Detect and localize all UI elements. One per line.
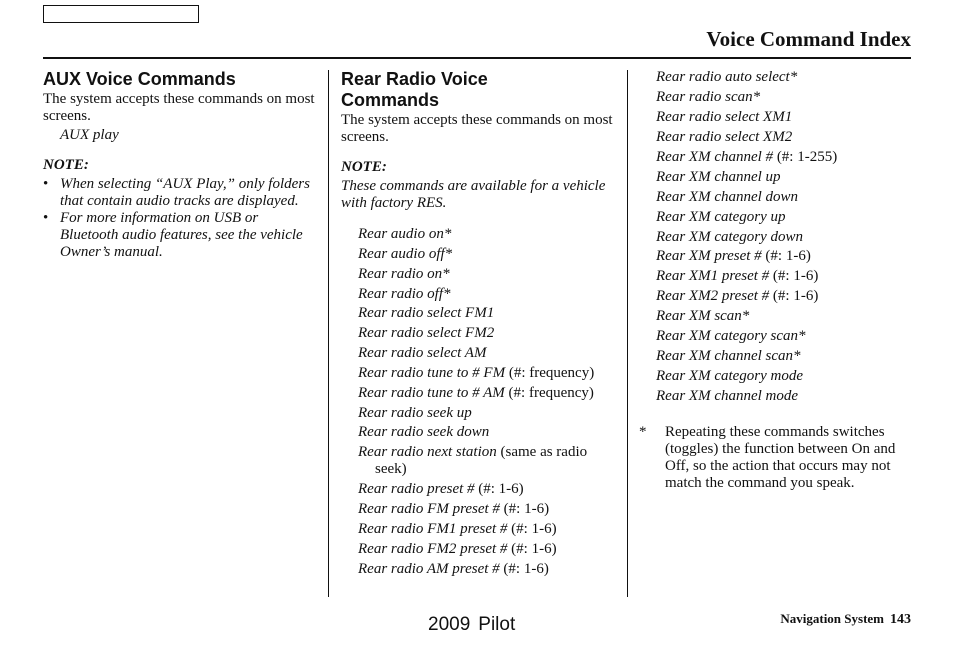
list-item: Rear radio tune to # AM (#: frequency) xyxy=(358,384,594,401)
list-item: Rear XM scan* xyxy=(656,308,750,325)
list-item: Rear XM category scan* xyxy=(656,328,806,345)
footer-model xyxy=(428,614,515,636)
page-title: Voice Command Index xyxy=(706,27,911,51)
list-item: Rear radio seek up xyxy=(358,404,472,421)
list-item: Rear radio select FM1 xyxy=(358,305,495,322)
rear-radio-note: These commands are available for a vehicle with factory RES. xyxy=(341,178,606,211)
aux-note-item: • When selecting “AUX Play,” only folders that contain audio tracks are displayed. xyxy=(43,176,310,209)
list-item: Rear XM1 preset # (#: 1-6) xyxy=(656,268,819,285)
list-item: Rear radio select FM2 xyxy=(358,325,495,342)
rear-xm-column xyxy=(639,69,914,492)
list-item: Rear audio on* xyxy=(358,226,452,242)
aux-note-list xyxy=(43,176,315,261)
title-divider xyxy=(43,57,911,59)
aux-note-item: • For more information on USB or Bluetooth audio features, see the vehicle Owner’s manual. xyxy=(43,210,303,260)
list-item: Rear XM2 preset # (#: 1-6) xyxy=(656,288,819,305)
list-item: Rear radio next station (same as radio seek) xyxy=(358,444,588,478)
list-item: Rear radio scan* xyxy=(656,88,761,105)
list-item: Rear XM category mode xyxy=(656,368,804,385)
list-item: Rear radio on* xyxy=(358,265,450,282)
footer-section xyxy=(780,611,911,628)
footnote xyxy=(639,424,914,492)
page-number: 143 xyxy=(890,612,911,627)
model-name: Pilot xyxy=(478,614,516,635)
list-item: Rear radio FM preset # (#: 1-6) xyxy=(358,500,550,517)
header-tab-box xyxy=(43,5,199,23)
list-item: Rear radio tune to # FM (#: frequency) xyxy=(358,364,595,381)
list-item: Rear XM channel up xyxy=(656,168,781,185)
footnote-text: Repeating these commands switches (toggles) the function between On and Off, so the action that occurs may not match the command you speak. xyxy=(665,424,896,491)
list-item: Rear radio FM2 preset # (#: 1-6) xyxy=(358,540,557,557)
bullet-icon: • xyxy=(43,210,49,226)
asterisk-icon: * xyxy=(639,424,647,440)
list-item: Rear radio FM1 preset # (#: 1-6) xyxy=(358,520,557,537)
list-item: Rear radio preset # (#: 1-6) xyxy=(358,481,524,498)
list-item: Rear audio off* xyxy=(358,245,453,262)
aux-heading: AUX Voice Commands xyxy=(43,69,236,89)
rear-radio-column xyxy=(341,69,616,578)
list-item: Rear radio seek down xyxy=(358,424,490,441)
section-name: Navigation System xyxy=(780,611,884,626)
list-item: Rear XM category down xyxy=(656,228,804,245)
aux-intro: The system accepts these commands on most screens. xyxy=(43,91,315,124)
list-item: Rear XM channel scan* xyxy=(656,348,801,365)
column-divider-1 xyxy=(328,70,329,597)
aux-note-label: NOTE: xyxy=(43,157,89,173)
list-item: Rear radio auto select* xyxy=(656,69,798,85)
list-item: Rear XM channel # (#: 1-255) xyxy=(656,148,838,165)
aux-column xyxy=(43,69,315,261)
rear-xm-command-list xyxy=(639,69,914,405)
list-item: Rear radio AM preset # (#: 1-6) xyxy=(358,560,549,577)
list-item: Rear XM channel mode xyxy=(656,388,799,404)
list-item: Rear radio select AM xyxy=(358,345,487,362)
list-item: Rear XM channel down xyxy=(656,188,799,205)
rear-radio-note-label: NOTE: xyxy=(341,159,387,175)
list-item: Rear XM preset # (#: 1-6) xyxy=(656,248,811,265)
list-item: Rear radio off* xyxy=(358,285,451,302)
rear-radio-heading: Rear Radio Voice Commands xyxy=(341,69,488,110)
list-item: Rear radio select XM2 xyxy=(656,128,793,145)
aux-command: AUX play xyxy=(60,127,119,143)
model-year: 2009 xyxy=(428,614,471,635)
list-item: Rear XM category up xyxy=(656,208,786,225)
rear-radio-command-list xyxy=(341,226,616,578)
bullet-icon: • xyxy=(43,176,49,192)
rear-radio-intro: The system accepts these commands on most screens. xyxy=(341,112,613,145)
column-divider-2 xyxy=(627,70,628,597)
list-item: Rear radio select XM1 xyxy=(656,108,793,125)
